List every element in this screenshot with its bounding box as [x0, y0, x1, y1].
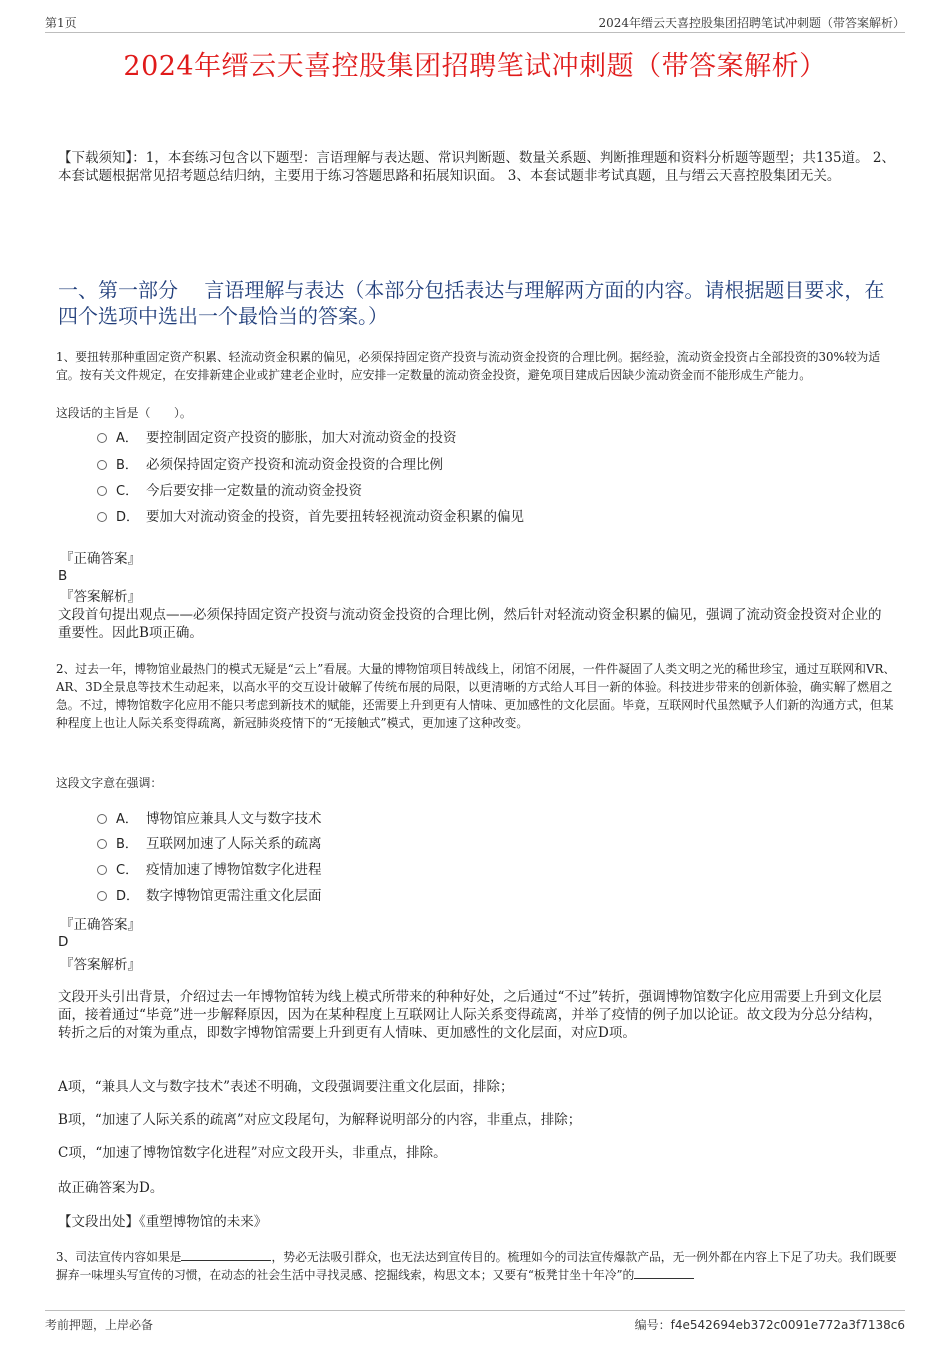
radio-icon[interactable]: [97, 839, 107, 849]
radio-icon[interactable]: [97, 891, 107, 901]
question-2-note-c: C项，“加速了博物馆数字化进程”对应文段开头，非重点，排除。: [58, 1145, 447, 1161]
question-2-source: 【文段出处】《重塑博物馆的未来》: [58, 1214, 268, 1230]
question-1-option-a[interactable]: A． 要控制固定资产投资的膨胀，加大对流动资金的投资: [97, 428, 457, 448]
question-1-answer: B: [58, 568, 68, 584]
radio-icon[interactable]: [97, 460, 107, 470]
question-1-option-c[interactable]: C． 今后要安排一定数量的流动资金投资: [97, 481, 362, 501]
question-2-analysis-label: 『答案解析』: [60, 957, 141, 973]
question-2-conclusion: 故正确答案为D。: [58, 1180, 164, 1196]
question-2-stem: 2、过去一年，博物馆业最热门的模式无疑是“云上”看展。大量的博物馆项目转战线上，闭馆不闭展，一件件凝固了人类文明之光的稀世珍宝，通过互联网和VR、AR、3D全景息等技术生动起来，以高水平的交互设计破解了传统布展的局限，以更清晰的方式给人耳目一新的体验。科技进步带来的创新体验，确实解了燃眉之急。不过，博物馆数字化应用不能只考虑到新技术的赋能，还需要上升到更有人情味、更加感性的文化层面。毕竟，互联网时代虽然赋予人们新的沟通方式，但某种程度上也让人际关系变得疏离，新冠肺炎疫情下的“无接触式”模式，更加速了这种改变。: [56, 662, 896, 730]
question-2-answer: D: [58, 934, 69, 950]
question-2-option-d[interactable]: D． 数字博物馆更需注重文化层面: [97, 886, 322, 906]
footer-slogan: 考前押题，上岸必备: [45, 1318, 154, 1332]
question-1-option-b[interactable]: B． 必须保持固定资产投资和流动资金投资的合理比例: [97, 455, 443, 475]
question-2-note-b: B项，“加速了人际关系的疏离”对应文段尾句，为解释说明部分的内容，非重点，排除；: [58, 1112, 582, 1128]
question-2-option-a[interactable]: A． 博物馆应兼具人文与数字技术: [97, 809, 322, 829]
question-1-stem: 1、要扭转那种重固定资产积累、轻流动资金积累的偏见，必须保持固定资产投资与流动资金投资的合理比例。据经验，流动资金投资占全部投资的30%较为适宜。按有关文件规定，在安排新建企业或扩建老企业时，应安排一定数量的流动资金投资，避免项目建成后因缺少流动资金而不能形成生产能力。: [56, 350, 881, 382]
fill-blank-1[interactable]: [181, 1248, 271, 1261]
question-2-answer-label: 『正确答案』: [60, 917, 141, 933]
question-2-prompt: 这段文字意在强调：: [56, 776, 163, 790]
question-3-stem: 3、司法宣传内容如果是 ，势必无法吸引群众，也无法达到宣传目的。梳理如今的司法宣传爆款产品，无一例外都在内容上下足了功夫。我们既要摒弃一味埋头写宣传的习惯，在动态的社会生活中寻找灵感、挖掘线索，构思文本；又要有“板凳甘坐十年冷”的: [56, 1250, 897, 1282]
radio-icon[interactable]: [97, 512, 107, 522]
radio-icon[interactable]: [97, 433, 107, 443]
question-1-option-d[interactable]: D． 要加大对流动资金的投资，首先要扭转轻视流动资金积累的偏见: [97, 507, 524, 527]
radio-icon[interactable]: [97, 814, 107, 824]
page-number: 第1页: [45, 16, 77, 30]
question-2-option-b[interactable]: B． 互联网加速了人际关系的疏离: [97, 834, 322, 854]
question-2-note-a: A项，“兼具人文与数字技术”表述不明确，文段强调要注重文化层面，排除；: [58, 1079, 514, 1095]
radio-icon[interactable]: [97, 486, 107, 496]
header-divider: [45, 32, 905, 33]
running-header-title: 2024年缙云天喜控股集团招聘笔试冲刺题（带答案解析）: [598, 16, 905, 30]
radio-icon[interactable]: [97, 865, 107, 875]
question-2-option-c[interactable]: C． 疫情加速了博物馆数字化进程: [97, 860, 322, 880]
document-title: 2024年缙云天喜控股集团招聘笔试冲刺题（带答案解析）: [123, 51, 827, 82]
download-notice: 【下载须知】：1，本套练习包含以下题型：言语理解与表达题、常识判断题、数量关系题、判断推理题和资料分析题等题型；共135道。 2、本套试题根据常见招考题总结归纳，主要用于练习答题思路和拓展知识面。 3、本套试题非考试真题，且与缙云天喜控股集团无关。: [58, 150, 895, 184]
footer-document-code: 编号：f4e542694eb372c0091e772a3f7138c6: [634, 1318, 905, 1332]
question-1-prompt: 这段话的主旨是（ ）。: [56, 406, 192, 420]
question-2-analysis: 文段开头引出背景，介绍过去一年博物馆转为线上模式所带来的种种好处，之后通过“不过”转折，强调博物馆数字化应用需要上升到文化层面，接着通过“毕竟”进一步解释原因，因为在某种程度上互联网让人际关系变得疏离，并举了疫情的例子加以论证。故文段为分总分结构，转折之后的对策为重点，即数字博物馆需要上升到更有人情味、更加感性的文化层面，对应D项。: [58, 989, 882, 1041]
section-heading: 一、第一部分 言语理解与表达（本部分包括表达与理解两方面的内容。请根据题目要求，在四个选项中选出一个最恰当的答案。）: [58, 278, 885, 328]
footer-divider: [45, 1310, 905, 1311]
question-1-analysis-label: 『答案解析』: [60, 589, 141, 605]
question-1-analysis: 文段首句提出观点——必须保持固定资产投资与流动资金投资的合理比例，然后针对轻流动资金积累的偏见，强调了流动资金投资对企业的重要性。因此B项正确。: [58, 607, 882, 641]
question-1-answer-label: 『正确答案』: [60, 551, 141, 567]
fill-blank-2[interactable]: [634, 1266, 694, 1279]
